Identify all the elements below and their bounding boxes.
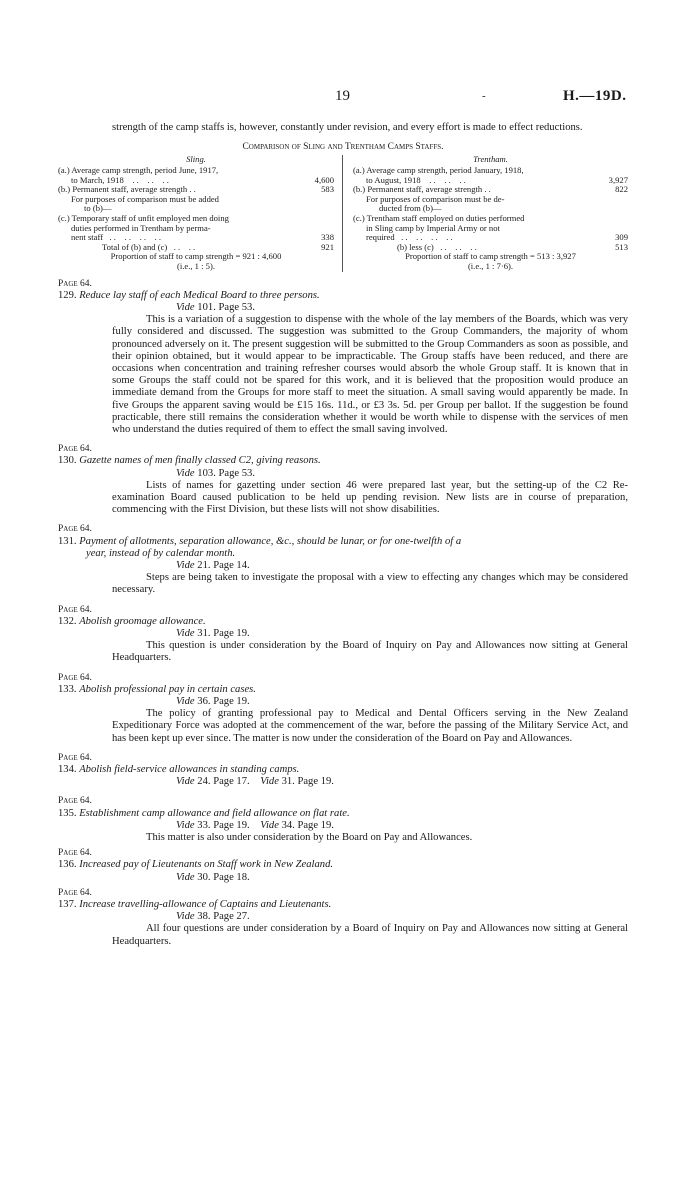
item-title [58, 455, 628, 467]
section-129 [58, 278, 628, 437]
section-137 [58, 887, 628, 948]
vide-reference [176, 468, 628, 480]
vide-word: Vide [176, 467, 195, 479]
trentham-proportion-ratio: (i.e., 1 : 7·6). [467, 260, 514, 271]
vide-word: Vide [176, 560, 195, 571]
trentham-total-value: 513 [615, 241, 628, 252]
section-132 [58, 604, 628, 665]
sling-c-label-cont: duties performed in Trentham by perma- [71, 222, 211, 233]
vide-page: 31. Page 19. [197, 628, 250, 640]
trentham-b-value: 822 [615, 184, 628, 195]
item-title-text: Abolish field-service allowances in standing camps. [79, 764, 300, 776]
item-number: 136. [58, 859, 77, 871]
item-title-text: Establishment camp allowance and field allowance on flat rate. [79, 807, 350, 819]
trentham-c-text: required [366, 232, 395, 243]
header-dash: - [482, 90, 486, 102]
item-number: 137. [58, 899, 77, 911]
vide-word: Vide [176, 911, 195, 923]
trentham-b-label: (b.) Permanent staff, average strength . . [353, 184, 491, 195]
section-130 [58, 443, 628, 516]
sling-proportion: Proportion of staff to camp strength = 921 : 4,600 [110, 251, 282, 262]
trentham-a-text: to August, 1918 [366, 174, 421, 185]
page-reference: Page 64. [58, 278, 92, 289]
vide-reference [176, 820, 628, 832]
vide-page: 30. Page 18. [197, 871, 250, 883]
section-136 [58, 847, 628, 884]
trentham-a-value: 3,927 [608, 174, 628, 185]
item-number: 134. [58, 764, 77, 776]
vide-page: 103. Page 53. [197, 467, 255, 479]
sling-c-row [58, 233, 334, 243]
vide-word-2: Vide [260, 819, 279, 831]
trentham-a-label-cont: to August, 1918 . . . . . . [366, 174, 466, 185]
sling-proportion-ratio: (i.e., 1 : 5). [177, 260, 215, 271]
vide-reference [176, 776, 628, 788]
page-reference: Page 64. [58, 752, 92, 763]
vide-word-2: Vide [260, 776, 279, 788]
item-title-text: Reduce lay staff of each Medical Board to three persons. [79, 289, 320, 301]
sling-c-label-end: nent staff . . . . . . . . [71, 232, 162, 243]
section-133 [58, 672, 628, 745]
item-title [58, 616, 628, 628]
vide-word: Vide [176, 628, 195, 640]
item-number: 135. [58, 807, 77, 819]
trentham-c-label: (c.) Trentham staff employed on duties performed [353, 212, 525, 223]
item-title-cont [58, 548, 628, 560]
trentham-c-label-cont: in Sling camp by Imperial Army or not [366, 222, 500, 233]
vide-page: 36. Page 19. [197, 696, 250, 708]
vide-page: 33. Page 19. [197, 819, 250, 831]
item-number: 130. [58, 455, 77, 467]
sling-a-value: 4,600 [314, 174, 334, 185]
page-reference: Page 64. [58, 672, 92, 683]
vide-reference [176, 560, 628, 572]
section-134 [58, 752, 628, 789]
item-number: 129. [58, 289, 77, 301]
item-number: 133. [58, 683, 77, 695]
item-number: 131. [58, 535, 77, 547]
vide-word: Vide [176, 871, 195, 883]
vide-page: 38. Page 27. [197, 911, 250, 923]
trentham-a-label: (a.) Average camp strength, period January, 1918, [353, 165, 524, 175]
vide-page-2: 31. Page 19. [281, 776, 334, 788]
vide-reference [176, 302, 628, 314]
sling-a-label-cont: to March, 1918 . . . . . . [71, 174, 169, 185]
item-title [58, 899, 628, 911]
sling-heading: Sling. [186, 154, 206, 165]
trentham-proportion: Proportion of staff to camp strength = 513 : 3,927 [405, 251, 576, 262]
sling-c-value: 338 [321, 232, 334, 243]
page-content [58, 122, 628, 955]
document-reference: H.—19D. [563, 88, 627, 104]
section-135 [58, 795, 628, 844]
trentham-b-note-cont: ducted from (b)— [379, 203, 442, 214]
item-title [58, 290, 628, 302]
vide-page: 101. Page 53. [197, 301, 255, 313]
trentham-c-value: 309 [615, 232, 628, 243]
comparison-title: Comparison of Sling and Trentham Camps Staffs. [242, 142, 444, 153]
item-title [58, 808, 628, 820]
page-reference: Page 64. [58, 524, 92, 535]
item-title [58, 684, 628, 696]
item-body: The policy of granting professional pay to Medical and Dental Officers serving in the New Zealand Expeditionary Force was adopted at the commencement of the war, before the passing of the Military Service Act, and has been kept up ever since. The matter is now under the consideration of the Board on Pay and Allowances. [112, 708, 628, 744]
item-body: This matter is also under consideration by the Board on Pay and Allowances. [146, 832, 473, 844]
vide-page-2: 34. Page 19. [281, 819, 334, 831]
trentham-total-label: (b) less (c) . . . . . . [397, 241, 477, 252]
page-number: 19 [335, 88, 350, 104]
item-title [58, 859, 628, 871]
item-title-text: Payment of allotments, separation allowance, &c., should be lunar, or for one-twelfth of a [79, 535, 462, 547]
item-body: All four questions are under consideration by a Board of Inquiry on Pay and Allowances now sitting at General Headquarters. [112, 923, 628, 947]
sling-total-text: Total of (b) and (c) [102, 241, 168, 252]
vide-page: 24. Page 17. [197, 776, 250, 788]
vide-page: 21. Page 14. [197, 560, 250, 571]
item-title-text: Gazette names of men finally classed C2, giving reasons. [79, 455, 321, 467]
trentham-c-label-end: required . . . . . . . . [366, 232, 453, 243]
section-131 [58, 523, 628, 596]
item-title-text: Abolish groomage allowance. [79, 615, 206, 627]
item-body: Lists of names for gazetting under section 46 were prepared last year, but the setting-up of the C2 Re-examination Board caused publication to be held up pending revision. New lists are in course of preparation, commencing with the First Division, but these lists will not show disabilities. [112, 479, 628, 516]
item-title-text: Increased pay of Lieutenants on Staff work in New Zealand. [79, 859, 334, 871]
trentham-total-text: (b) less (c) [397, 241, 434, 252]
item-title-text-cont: year, instead of by calendar month. [86, 547, 236, 559]
page-reference: Page 64. [58, 848, 92, 859]
page-reference: Page 64. [58, 796, 92, 807]
item-title [58, 764, 628, 776]
vide-reference [176, 911, 628, 923]
item-body: This is a variation of a suggestion to dispense with the whole of the lay members of the Boards, which was very fully considered and discussed. The suggestion was submitted to the Group Commanders, the majority of whom pronounced adversely on it. The present suggestion will be submitted to the Group Commanders as soon as possible, and their opinion obtained, but it would appear to be impracticable. The Group staffs have been reduced, and there are occasions when concentration and training refresher courses would absorb the whole Group staff. It is known that in some Groups the staff could not be spared for this work, and it is believed that the proposition would produce an immediate demand from the Groups for more staff to meet the situation. A small saving would apparently be made. In five Groups the apparent saving would be £15 16s. 11d., or £3 3s. 5d. per Group per ballot. If the suggestion be found practicable, there still remains the consideration whether it would be worth while to dispense with the services of men who understand the duties required of them to effect the small saving involved. [112, 314, 628, 435]
sling-c-text: nent staff [71, 232, 104, 243]
sling-b-label: (b.) Permanent staff, average strength . . [58, 184, 196, 195]
vide-reference [176, 628, 628, 640]
sling-a-text: to March, 1918 [71, 174, 124, 185]
item-body: This question is under consideration by the Board of Inquiry on Pay and Allowances now sitting at General Headquarters. [112, 640, 628, 664]
vide-reference [176, 872, 628, 884]
page-reference: Page 64. [58, 887, 92, 898]
sling-a-label: (a.) Average camp strength, period June, 1917, [58, 165, 219, 175]
item-number: 132. [58, 615, 77, 627]
vide-word: Vide [176, 776, 195, 788]
vide-reference [176, 696, 628, 708]
trentham-b-note: For purposes of comparison must be de- [366, 193, 505, 204]
sling-b-value: 583 [321, 184, 334, 195]
sling-b-note-cont: to (b)— [84, 203, 112, 214]
vide-word: Vide [176, 696, 195, 708]
intro-paragraph: strength of the camp staffs is, however, constantly under revision, and every effort is made to effect reductions. [112, 122, 583, 133]
sling-total-label: Total of (b) and (c) . . . . [102, 241, 196, 252]
vide-word: Vide [176, 301, 195, 313]
page-reference: Page 64. [58, 604, 92, 615]
item-title-text: Increase travelling-allowance of Captains and Lieutenants. [79, 899, 332, 911]
sling-column [58, 155, 343, 271]
trentham-c-row [353, 233, 628, 243]
vide-word: Vide [176, 819, 195, 831]
sling-b-note: For purposes of comparison must be added [71, 193, 219, 204]
item-body: Steps are being taken to investigate the proposal with a view to effecting any changes which may be considered necessary. [112, 572, 628, 596]
item-title [58, 536, 628, 548]
sling-total-value: 921 [321, 241, 334, 252]
comparison-table [58, 155, 628, 271]
item-title-text: Abolish professional pay in certain cases. [79, 683, 256, 695]
trentham-heading: Trentham. [473, 154, 508, 165]
trentham-column [343, 155, 628, 271]
sling-c-label: (c.) Temporary staff of unfit employed men doing [58, 212, 229, 223]
page-header [0, 88, 700, 108]
page-reference: Page 64. [58, 444, 92, 455]
